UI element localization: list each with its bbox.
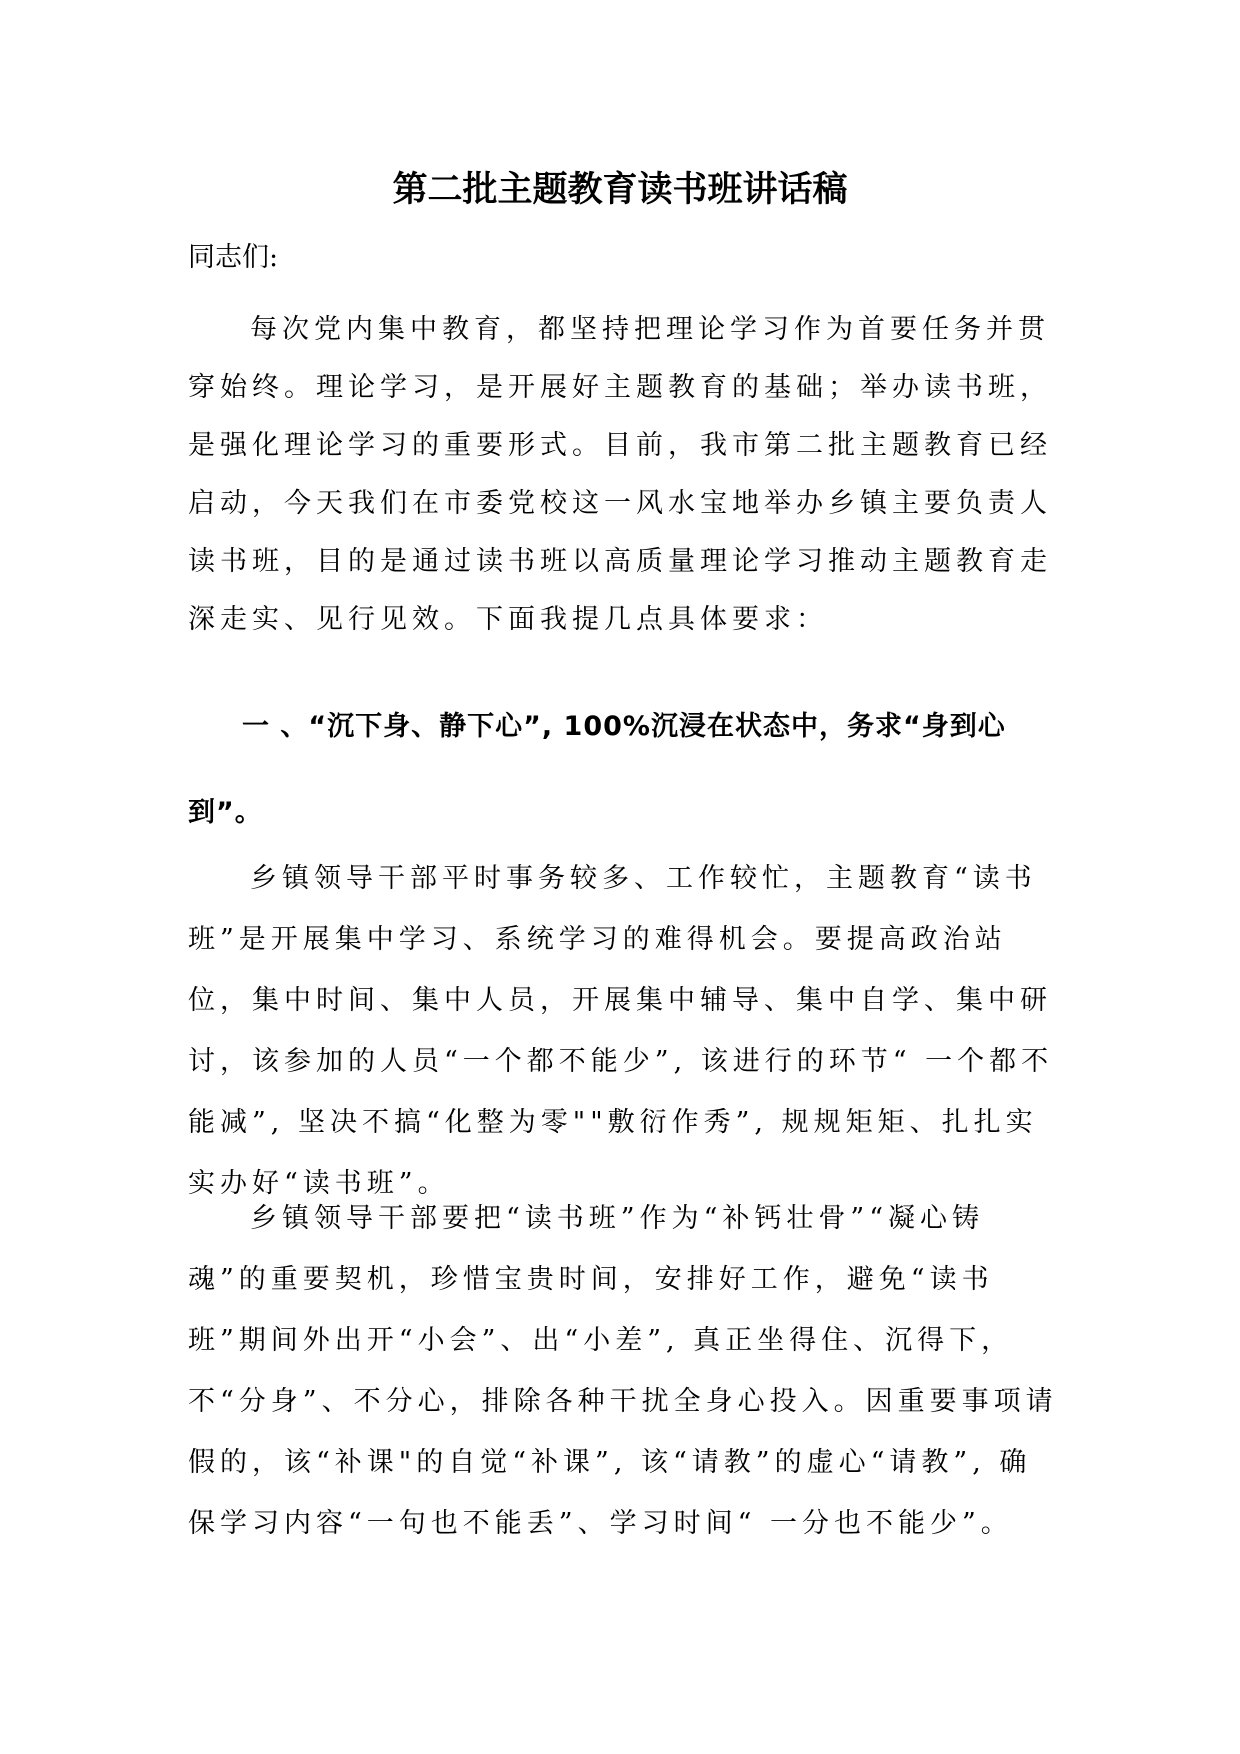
section-heading-1: 一 、“沉下身、静下心”, 100%沉浸在状态中，务求“身到心到”。 bbox=[188, 711, 1006, 828]
section1-paragraph-1: 乡镇领导干部平时事务较多、工作较忙，主题教育“读书班”是开展集中学习、系统学习的难得机会。要提高政治站位，集中时间、集中人员，开展集中辅导、集中自学、集中研讨，该参加的人员“一个都不能少”, 该进行的环节“ 一个都不能减”, 坚决不搞“化整为零""敷衍作秀”, 规规矩矩、扎扎实实办好“读书班”。 bbox=[188, 863, 1054, 1199]
section1-paragraph-2: 乡镇领导干部要把“读书班”作为“补钙壮骨”“凝心铸魂”的重要契机，珍惜宝贵时间，安排好工作，避免“读书班”期间外出开“小会”、出“小差”, 真正坐得住、沉得下，不“分身”、不分心，排除各种干扰全身心投入。因重要事项请假的，该“补课"的自觉“补课”, 该“请教”的虚心“请教”, 确保学习内容“一句也不能丢”、学习时间“ 一分也不能少”。 bbox=[188, 1203, 1058, 1539]
intro-paragraph: 每次党内集中教育，都坚持把理论学习作为首要任务并贯穿始终。理论学习，是开展好主题教育的基础；举办读书班，是强化理论学习的重要形式。目前，我市第二批主题教育已经启动，今天我们在市委党校这一风水宝地举办乡镇主要负责人读书班，目的是通过读书班以高质量理论学习推动主题教育走深走实、见行见效。下面我提几点具体要求： bbox=[188, 314, 1052, 635]
document-title: 第二批主题教育读书班讲话稿 bbox=[392, 170, 848, 210]
salutation: 同志们: bbox=[188, 242, 279, 273]
